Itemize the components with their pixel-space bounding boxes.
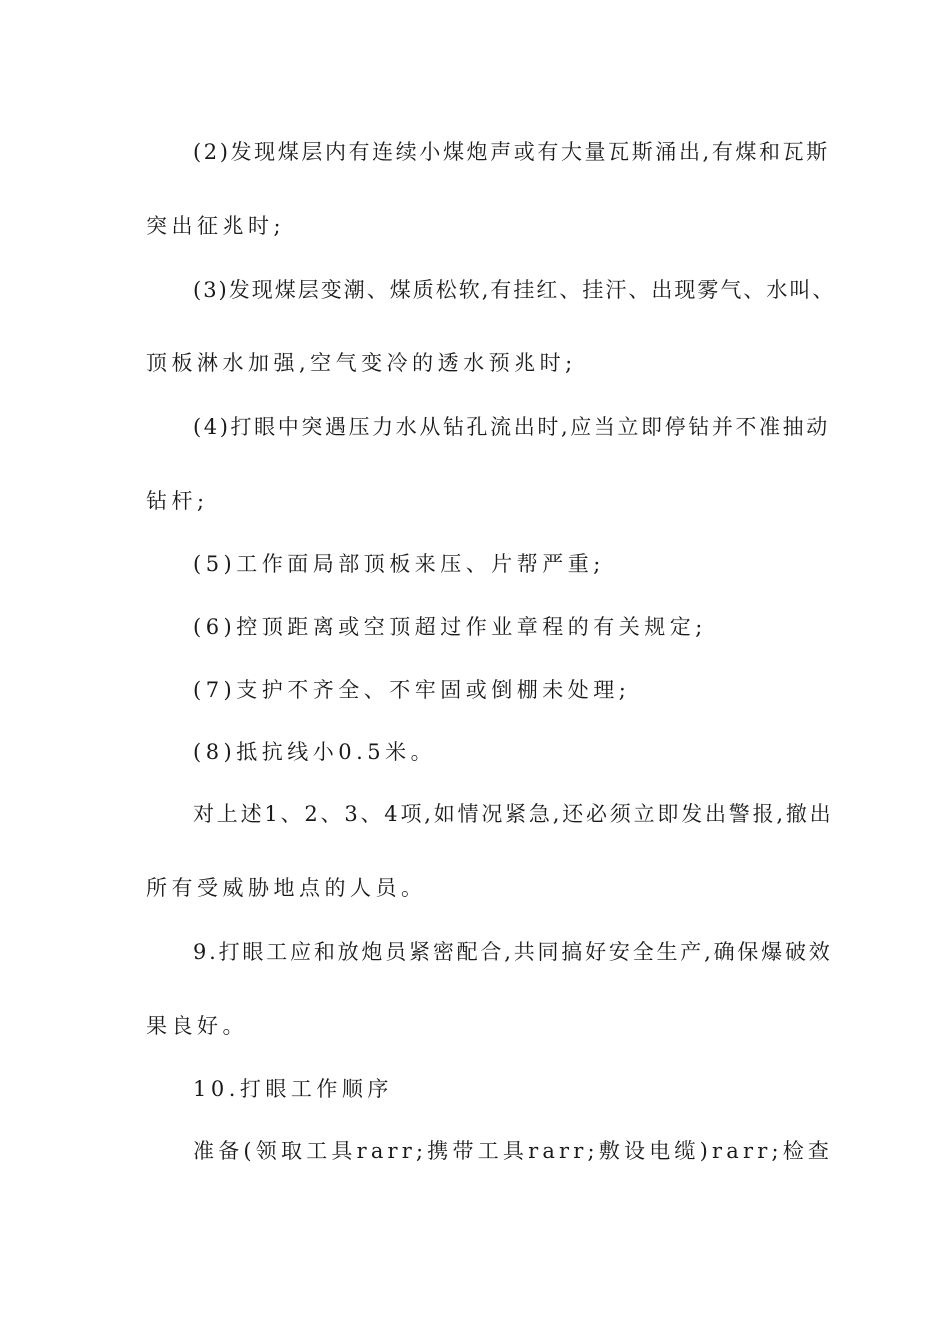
paragraph-line: 所有受威胁地点的人员。 — [146, 876, 427, 900]
paragraph-line: (4)打眼中突遇压力水从钻孔流出时,应当立即停钻并不准抽动 — [193, 415, 830, 439]
paragraph-line: (6)控顶距离或空顶超过作业章程的有关规定; — [193, 615, 707, 639]
paragraph-line: 9.打眼工应和放炮员紧密配合,共同搞好安全生产,确保爆破效 — [193, 940, 833, 964]
paragraph-line: (5)工作面局部顶板来压、片帮严重; — [193, 552, 605, 576]
paragraph-line: 准备(领取工具rarr;携带工具rarr;敷设电缆)rarr;检查 — [193, 1139, 834, 1163]
paragraph-line: 10.打眼工作顺序 — [193, 1077, 393, 1101]
paragraph-line: 钻杆; — [146, 489, 209, 513]
paragraph-line: 顶板淋水加强,空气变冷的透水预兆时; — [146, 351, 577, 375]
paragraph-line: (2)发现煤层内有连续小煤炮声或有大量瓦斯涌出,有煤和瓦斯 — [193, 140, 830, 164]
paragraph-line: (3)发现煤层变潮、煤质松软,有挂红、挂汗、出现雾气、水叫、 — [193, 278, 836, 302]
paragraph-line: (7)支护不齐全、不牢固或倒棚未处理; — [193, 678, 631, 702]
paragraph-line: 突出征兆时; — [146, 214, 286, 238]
paragraph-line: 果良好。 — [146, 1014, 248, 1038]
paragraph-line: 对上述1、2、3、4项,如情况紧急,还必须立即发出警报,撤出 — [193, 802, 834, 826]
paragraph-line: (8)抵抗线小0.5米。 — [193, 740, 437, 764]
